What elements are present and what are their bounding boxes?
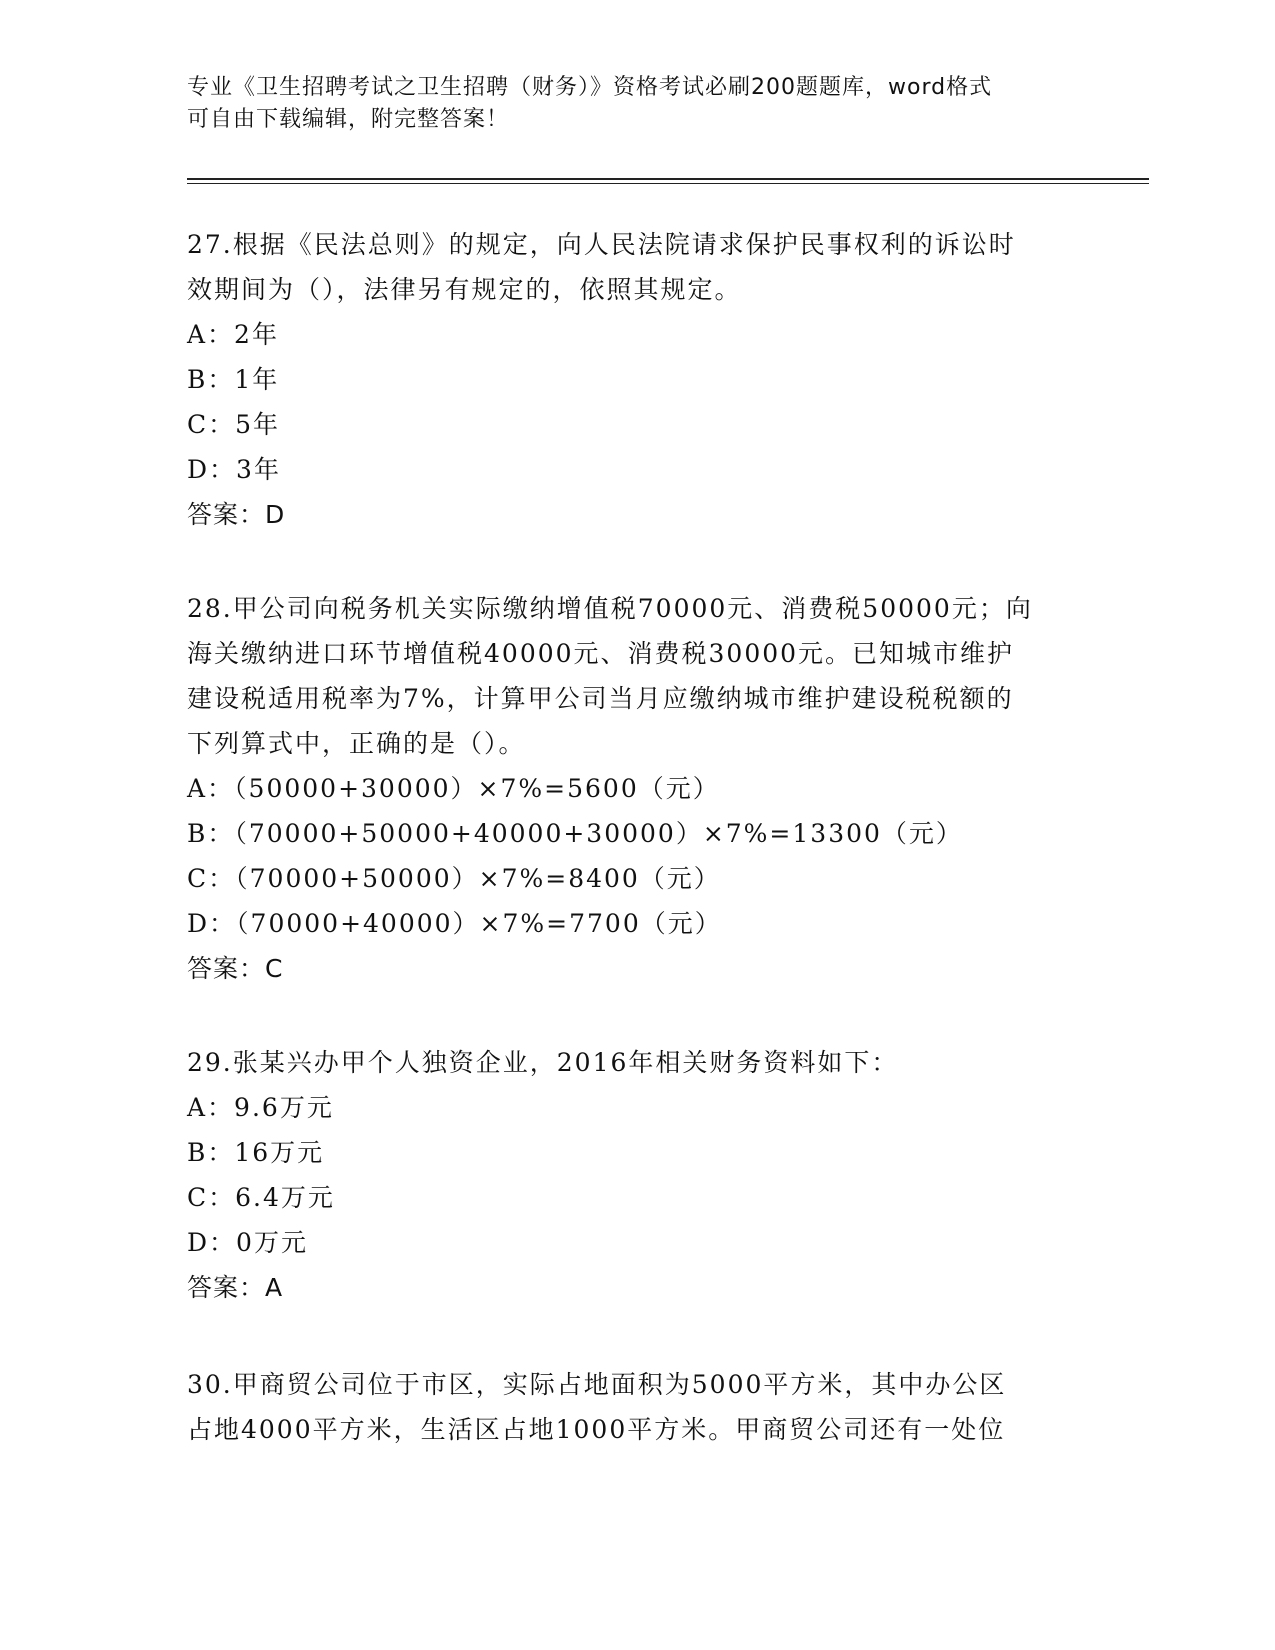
option-c: C：5年 — [187, 410, 281, 439]
stem-line: 28.甲公司向税务机关实际缴纳增值税70000元、消费税50000元；向 — [187, 594, 1033, 623]
question-27 — [187, 222, 1087, 537]
option-d: D：3年 — [187, 455, 281, 484]
stem-line: 30.甲商贸公司位于市区，实际占地面积为5000平方米，其中办公区 — [187, 1370, 1007, 1399]
stem-line: 下列算式中，正确的是（）。 — [187, 729, 526, 758]
question-stem — [187, 1040, 1087, 1085]
stem-line: 29.张某兴办甲个人独资企业，2016年相关财务资料如下： — [187, 1048, 899, 1077]
question-28 — [187, 586, 1087, 991]
stem-line: 建设税适用税率为7%，计算甲公司当月应缴纳城市维护建设税税额的 — [187, 684, 1014, 713]
question-stem — [187, 1362, 1087, 1452]
option-b: B：（70000+50000+40000+30000）×7%=13300（元） — [187, 819, 963, 848]
answer-line: 答案：D — [187, 500, 286, 529]
stem-line: 效期间为（），法律另有规定的，依照其规定。 — [187, 275, 742, 304]
stem-line: 27.根据《民法总则》的规定，向人民法院请求保护民事权利的诉讼时 — [187, 230, 1016, 259]
answer-line: 答案：C — [187, 954, 284, 983]
stem-line: 占地4000平方米，生活区占地1000平方米。甲商贸公司还有一处位 — [187, 1415, 1006, 1444]
option-d: D：0万元 — [187, 1228, 308, 1257]
document-header — [187, 72, 1087, 136]
header-line-2: 可自由下载编辑，附完整答案！ — [187, 107, 510, 132]
answer-line: 答案：A — [187, 1273, 284, 1302]
header-divider-thin — [187, 183, 1149, 184]
option-a: A：（50000+30000）×7%=5600（元） — [187, 774, 720, 803]
option-d: D：（70000+40000）×7%=7700（元） — [187, 909, 722, 938]
option-a: A：2年 — [187, 320, 279, 349]
stem-line: 海关缴纳进口环节增值税40000元、消费税30000元。已知城市维护 — [187, 639, 1015, 668]
option-b: B：1年 — [187, 365, 280, 394]
option-c: C：6.4万元 — [187, 1183, 335, 1212]
option-c: C：（70000+50000）×7%=8400（元） — [187, 864, 721, 893]
question-30 — [187, 1362, 1087, 1452]
option-b: B：16万元 — [187, 1138, 325, 1167]
question-stem — [187, 586, 1087, 766]
header-divider-thick — [187, 178, 1149, 180]
question-29 — [187, 1040, 1087, 1310]
header-line-1: 专业《卫生招聘考试之卫生招聘（财务）》资格考试必刷200题题库，word格式 — [187, 75, 993, 100]
question-stem — [187, 222, 1087, 312]
option-a: A：9.6万元 — [187, 1093, 334, 1122]
